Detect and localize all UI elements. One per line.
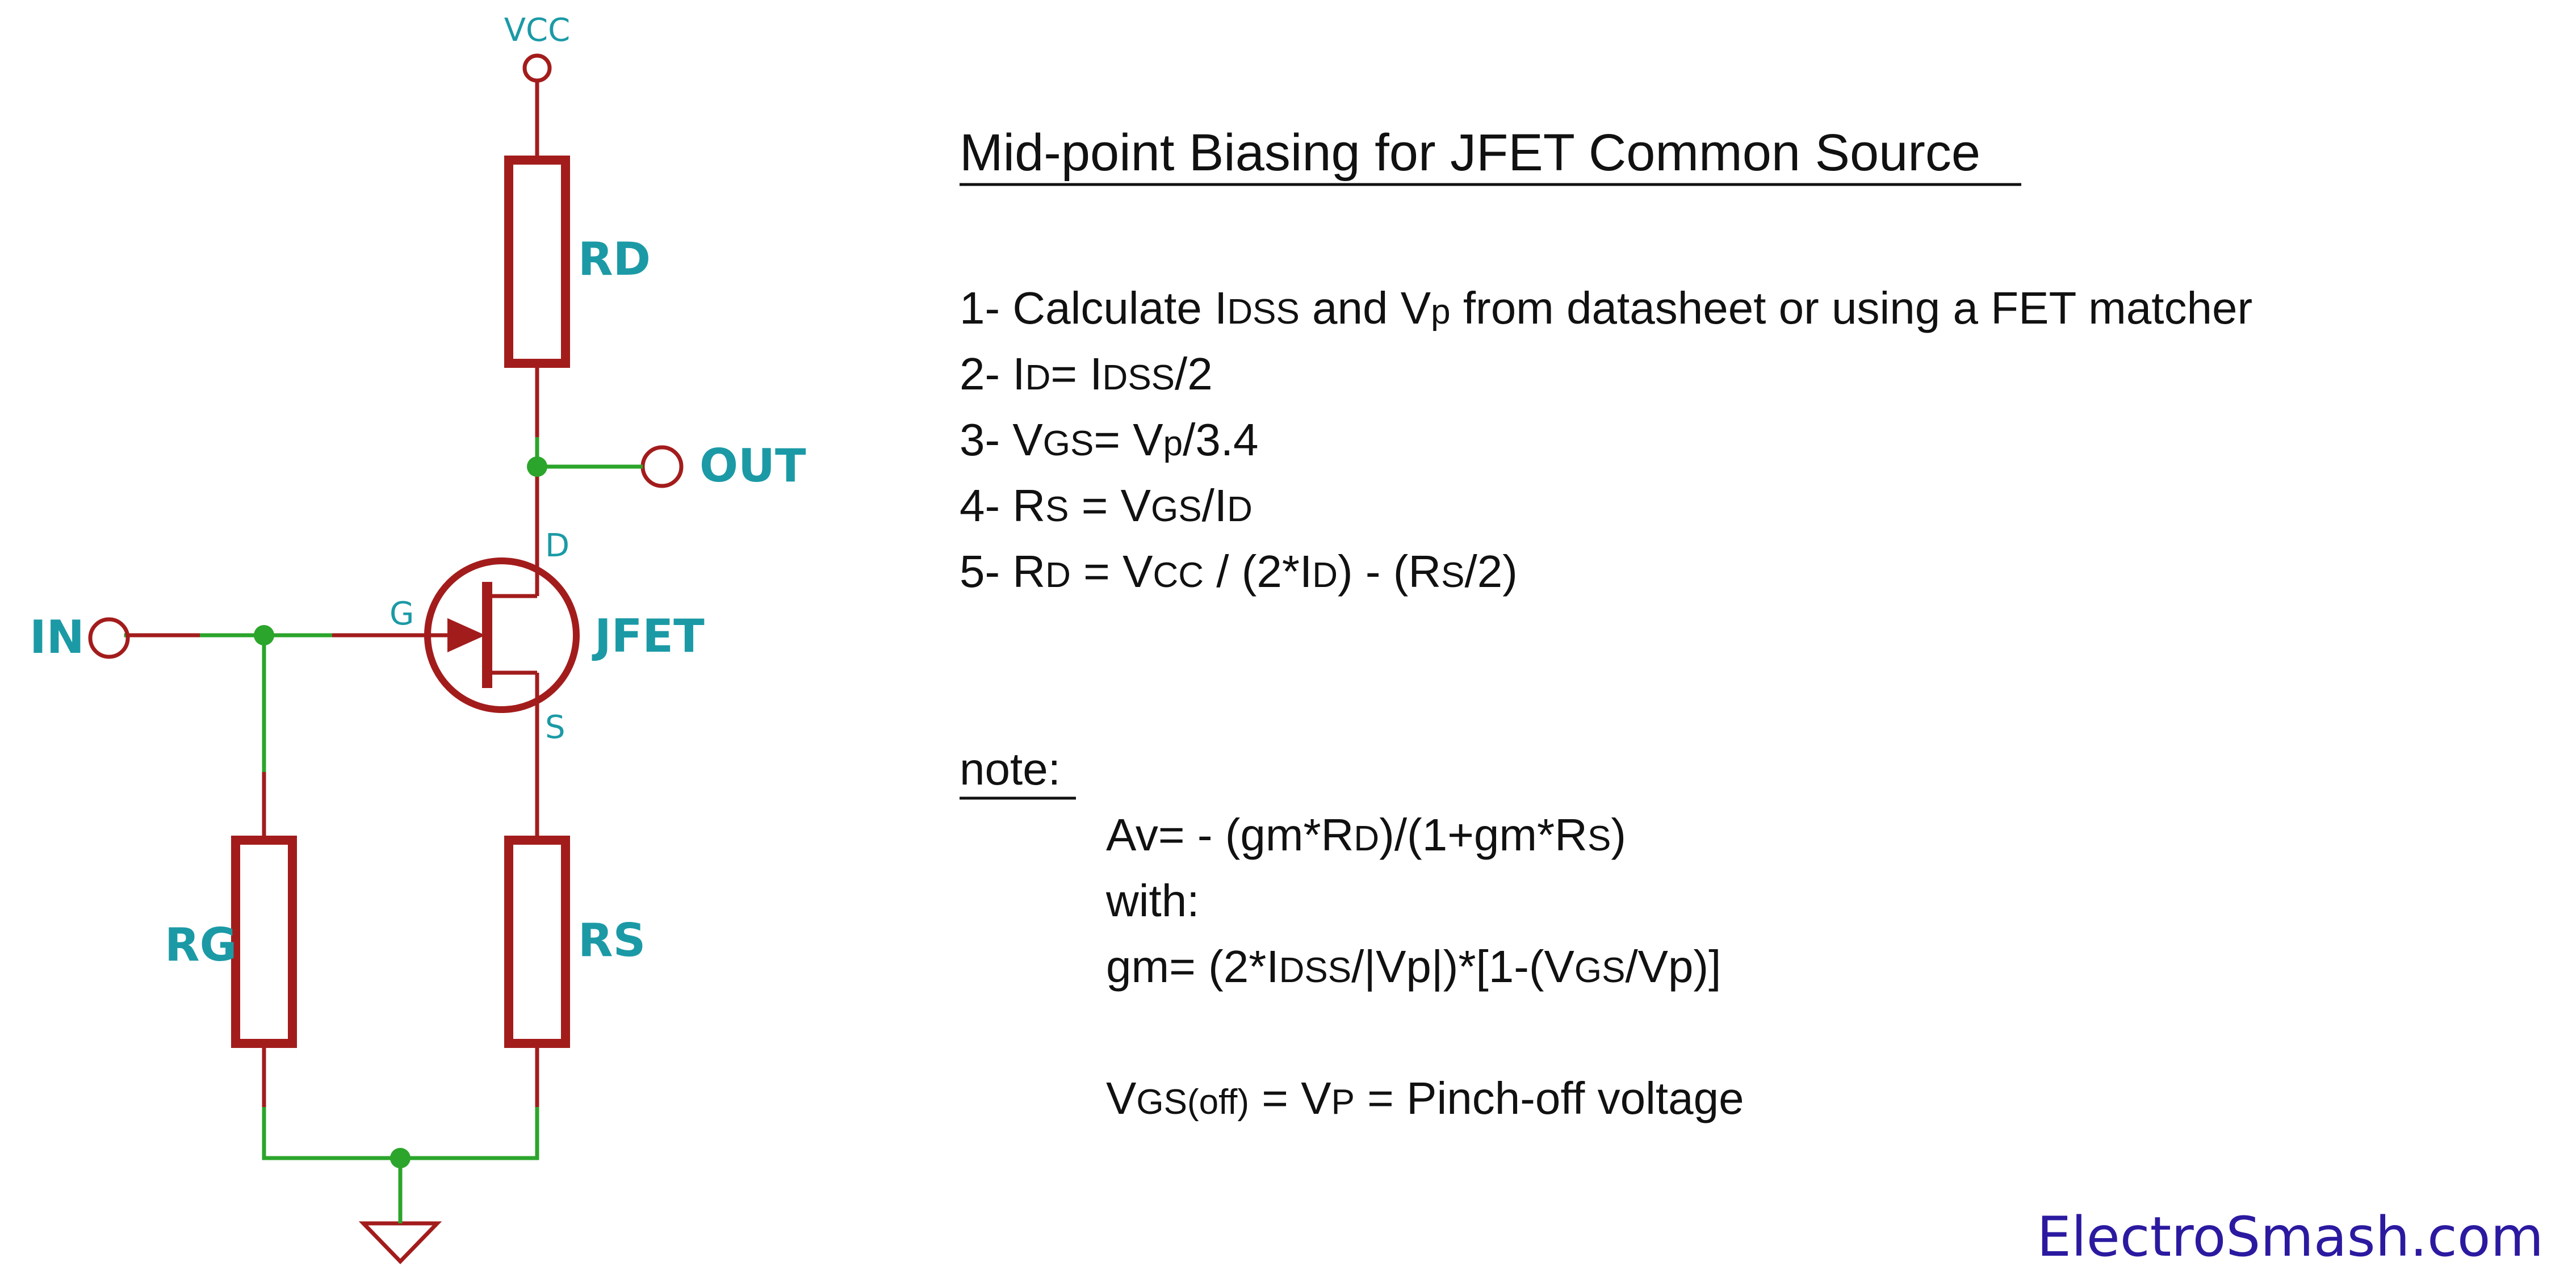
vgs-off-definition: VGS(off) = VP = Pinch-off voltage xyxy=(1106,1073,1744,1123)
step-3: 3- VGS= Vp/3.4 xyxy=(960,414,1259,465)
with-text: with: xyxy=(1106,875,1200,926)
page-title: Mid-point Biasing for JFET Common Source xyxy=(960,124,1981,182)
junction-drain-out xyxy=(527,456,547,477)
step-4: 4- RS = VGS/ID xyxy=(960,480,1253,531)
note-heading: note: xyxy=(960,744,1061,794)
gm-formula: gm= (2*IDSS/|Vp|)*[1-(VGS/Vp)] xyxy=(1106,941,1721,992)
gate-pin-label: G xyxy=(389,596,414,632)
rg-label: RG xyxy=(165,919,237,971)
vcc-label: VCC xyxy=(504,12,571,49)
rd-label: RD xyxy=(578,233,651,286)
drain-pin-label: D xyxy=(545,527,570,564)
in-label: IN xyxy=(30,611,85,664)
junction-gate-rg xyxy=(254,625,274,645)
brand-link[interactable]: ElectroSmash.com xyxy=(2037,1205,2544,1269)
jfet-label: JFET xyxy=(594,610,705,662)
out-label: OUT xyxy=(700,439,806,492)
notes-panel xyxy=(960,124,2252,1123)
ground-symbol xyxy=(363,1223,437,1261)
jfet-gate-arrow xyxy=(449,620,483,651)
vcc-terminal xyxy=(525,56,550,81)
step-5: 5- RD = VCC / (2*ID) - (RS/2) xyxy=(960,546,1518,597)
av-formula: Av= - (gm*RD)/(1+gm*RS) xyxy=(1106,810,1626,860)
rg-resistor xyxy=(236,840,292,1043)
in-terminal xyxy=(90,619,128,657)
rd-resistor xyxy=(509,160,566,363)
out-terminal xyxy=(643,447,681,486)
rs-label: RS xyxy=(578,914,646,967)
junction-ground xyxy=(390,1148,411,1168)
rs-resistor xyxy=(509,840,566,1043)
source-pin-label: S xyxy=(545,709,566,746)
step-1: 1- Calculate IDSS and Vp from datasheet or using a FET matcher xyxy=(960,283,2253,333)
wire-overlays xyxy=(200,437,643,1223)
step-2: 2- ID= IDSS/2 xyxy=(960,349,1213,399)
